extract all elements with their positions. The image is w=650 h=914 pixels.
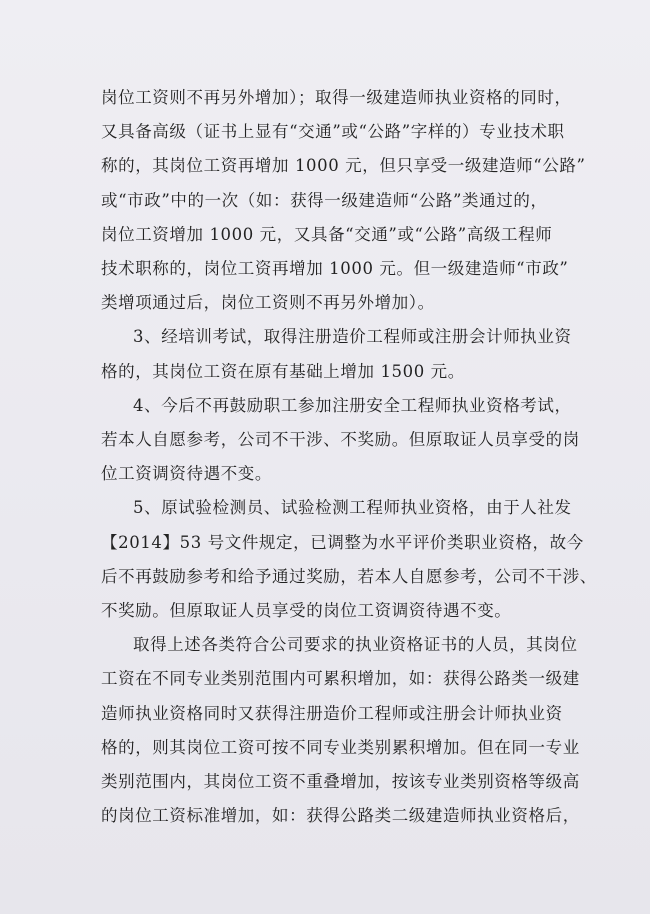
paragraph-item-3	[0, 320, 650, 388]
text-line: 技术职称的，岗位工资再增加 1000 元。但一级建造师“市政”	[101, 259, 569, 279]
text-line: 5、原试验检测员、试验检测工程师执业资格，由于人社发	[133, 498, 572, 518]
text-line: 造师执业资格同时又获得注册造价工程师或注册会计师执业资	[101, 703, 563, 723]
text-line: 工资在不同专业类别范围内可累积增加，如：获得公路类一级建	[101, 669, 580, 689]
text-line: 又具备高级（证书上显有“交通”或“公路”字样的）专业技术职	[101, 122, 565, 142]
text-line: 岗位工资则不再另外增加）；取得一级建造师执业资格的同时，	[101, 88, 572, 107]
paragraph-item-4	[0, 389, 650, 492]
text-line: 位工资调资待遇不变。	[101, 464, 272, 484]
text-line: 取得上述各类符合公司要求的执业资格证书的人员，其岗位	[133, 635, 578, 655]
text-line: 岗位工资增加 1000 元，又具备“交通”或“公路”高级工程师	[101, 224, 553, 244]
text-line: 格的，其岗位工资在原有基础上增加 1500 元。	[101, 361, 465, 381]
text-line: 类增项通过后，岗位工资则不再另外增加）。	[101, 293, 435, 313]
text-line: 3、经培训考试，取得注册造价工程师或注册会计师执业资	[133, 327, 572, 347]
text-line: 或“市政”中的一次（如：获得一级建造师“公路”类通过的，	[101, 190, 548, 210]
text-line: 4、今后不再鼓励职工参加注册安全工程师执业资格考试，	[133, 395, 572, 415]
text-line: 类别范围内，其岗位工资不重叠增加，按该专业类别资格等级高	[101, 772, 580, 792]
text-line: 后不再鼓励参考和给予通过奖励，若本人自愿参考，公司不干涉、	[101, 566, 597, 586]
text-line: 不奖励。但原取证人员享受的岗位工资调资待遇不变。	[101, 601, 512, 621]
paragraph-summary	[0, 628, 650, 833]
text-line: 格的，则其岗位工资可按不同专业类别累积增加。但在同一专业	[101, 737, 580, 757]
text-line: 若本人自愿参考，公司不干涉、不奖励。但原取证人员享受的岗	[101, 430, 580, 450]
text-line: 的岗位工资标准增加，如：获得公路类二级建造师执业资格后，	[101, 806, 580, 826]
paragraph-continued	[0, 81, 650, 320]
text-line: 【2014】53 号文件规定，已调整为水平评价类职业资格，故今	[101, 532, 584, 552]
paragraph-item-5	[0, 491, 650, 628]
text-line: 称的，其岗位工资再增加 1000 元，但只享受一级建造师“公路”	[101, 156, 586, 176]
